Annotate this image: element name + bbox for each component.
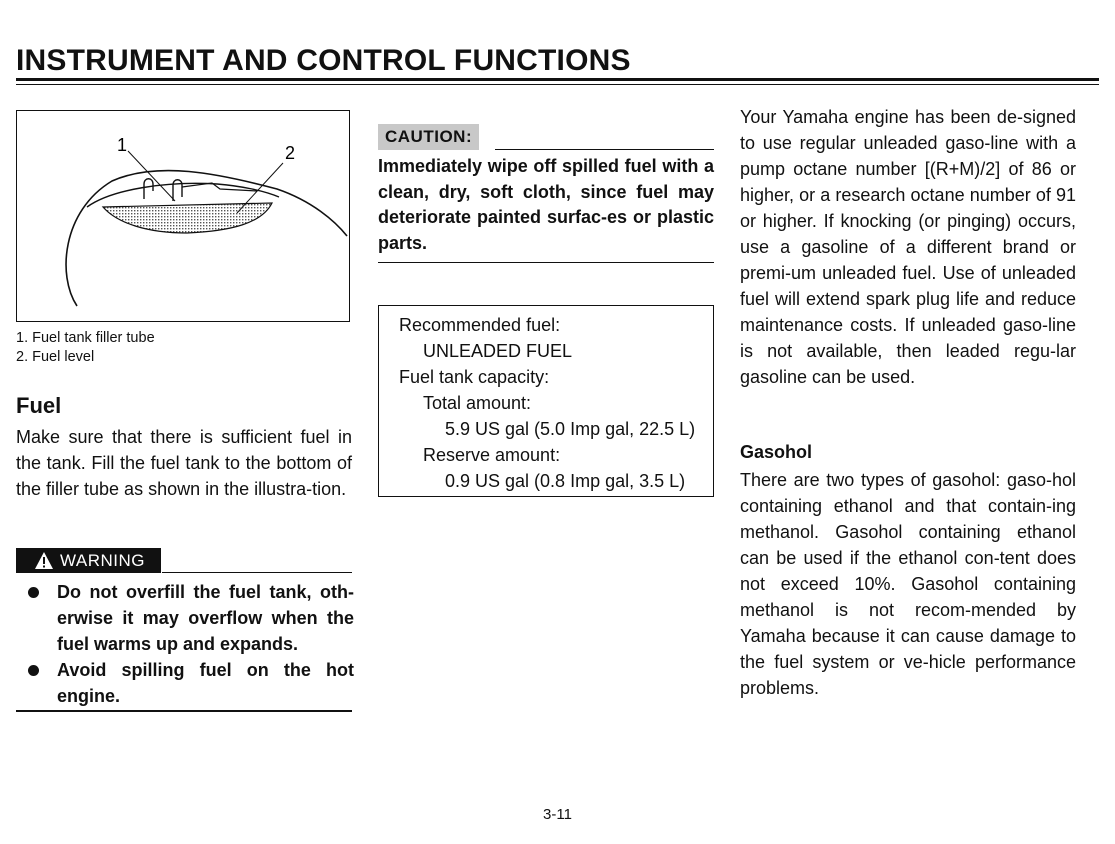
bullet-icon [28, 587, 39, 598]
spec-recommended-value: UNLEADED FUEL [423, 341, 573, 361]
fuel-level-shading [103, 203, 272, 233]
gasohol-paragraph: There are two types of gasohol: gaso-hol containing ethanol and that contain-ing methanol. Gasohol containing ethanol can be used if the ethanol con-tent does not exceed 10%. Gasohol containing methanol is not recom-mended by Yamaha because it can cause damage to the fuel system or ve-hicle performance problems. [740, 470, 1076, 698]
callout-leader-1 [128, 151, 175, 201]
filler-tube-left [144, 179, 153, 199]
caution-paragraph: Immediately wipe off spilled fuel with a clean, dry, soft cloth, since fuel may deteriorate painted surfac-es or plastic parts. [378, 156, 714, 253]
fuel-spec-box [378, 305, 714, 497]
title-rule-thin [16, 84, 1099, 85]
fuel-requirements-paragraph: Your Yamaha engine has been de-signed to use regular unleaded gaso-line with a pump octane number [(R+M)/2] of 86 or higher, or a research octane number of 91 or higher. If knocking (or pinging) occurs, use a gasoline of a different brand or premi-um unleaded fuel. Use of unleaded fuel will extend spark plug life and reduce maintenance costs. If unleaded gaso-line is not available, then leaded regu-lar gasoline can be used. [740, 107, 1076, 387]
figure-captions [16, 329, 350, 367]
fuel-tank-illustration [16, 110, 350, 322]
warning-item-text: Avoid spilling fuel on the hot engine. [57, 660, 354, 706]
page-number: 3-11 [543, 806, 572, 823]
spec-total-label: Total amount: [423, 393, 532, 413]
warning-item [24, 579, 354, 657]
spec-total-value: 5.9 US gal (5.0 Imp gal, 22.5 L) [445, 419, 696, 439]
spec-recommended-label: Recommended fuel: [399, 315, 561, 335]
caption-item: 2. Fuel level [16, 349, 95, 365]
caution-rule [495, 149, 714, 150]
bullet-icon [28, 665, 39, 676]
fuel-heading: Fuel [16, 393, 62, 418]
warning-item-text: Do not overfill the fuel tank, oth-erwise it may overflow when the fuel warms up and expands. [57, 582, 354, 654]
tank-outline [66, 171, 347, 306]
warning-rule [162, 572, 352, 573]
callout-2: 2 [285, 143, 296, 163]
spec-capacity-label: Fuel tank capacity: [399, 367, 550, 387]
caption-item: 1. Fuel tank filler tube [16, 330, 155, 346]
warning-triangle-icon [34, 551, 54, 570]
warning-label [16, 548, 161, 573]
spec-reserve-value: 0.9 US gal (0.8 Imp gal, 3.5 L) [445, 471, 686, 491]
warning-item [24, 657, 354, 709]
warning-bottom-rule [16, 710, 352, 712]
callout-1: 1 [117, 135, 128, 155]
warning-label-text: WARNING [60, 551, 146, 570]
filler-tube-right [173, 180, 182, 201]
fuel-paragraph: Make sure that there is sufficient fuel in the tank. Fill the fuel tank to the bottom of the filler tube as shown in the illustra-tion. [16, 427, 352, 499]
page-title: INSTRUMENT AND CONTROL FUNCTIONS [16, 44, 631, 77]
caution-label: CAUTION: [378, 124, 479, 150]
title-rule-thick [16, 78, 1099, 81]
gasohol-heading: Gasohol [740, 442, 813, 462]
spec-reserve-label: Reserve amount: [423, 445, 561, 465]
warning-list [24, 579, 354, 709]
caution-bottom-rule [378, 262, 714, 263]
